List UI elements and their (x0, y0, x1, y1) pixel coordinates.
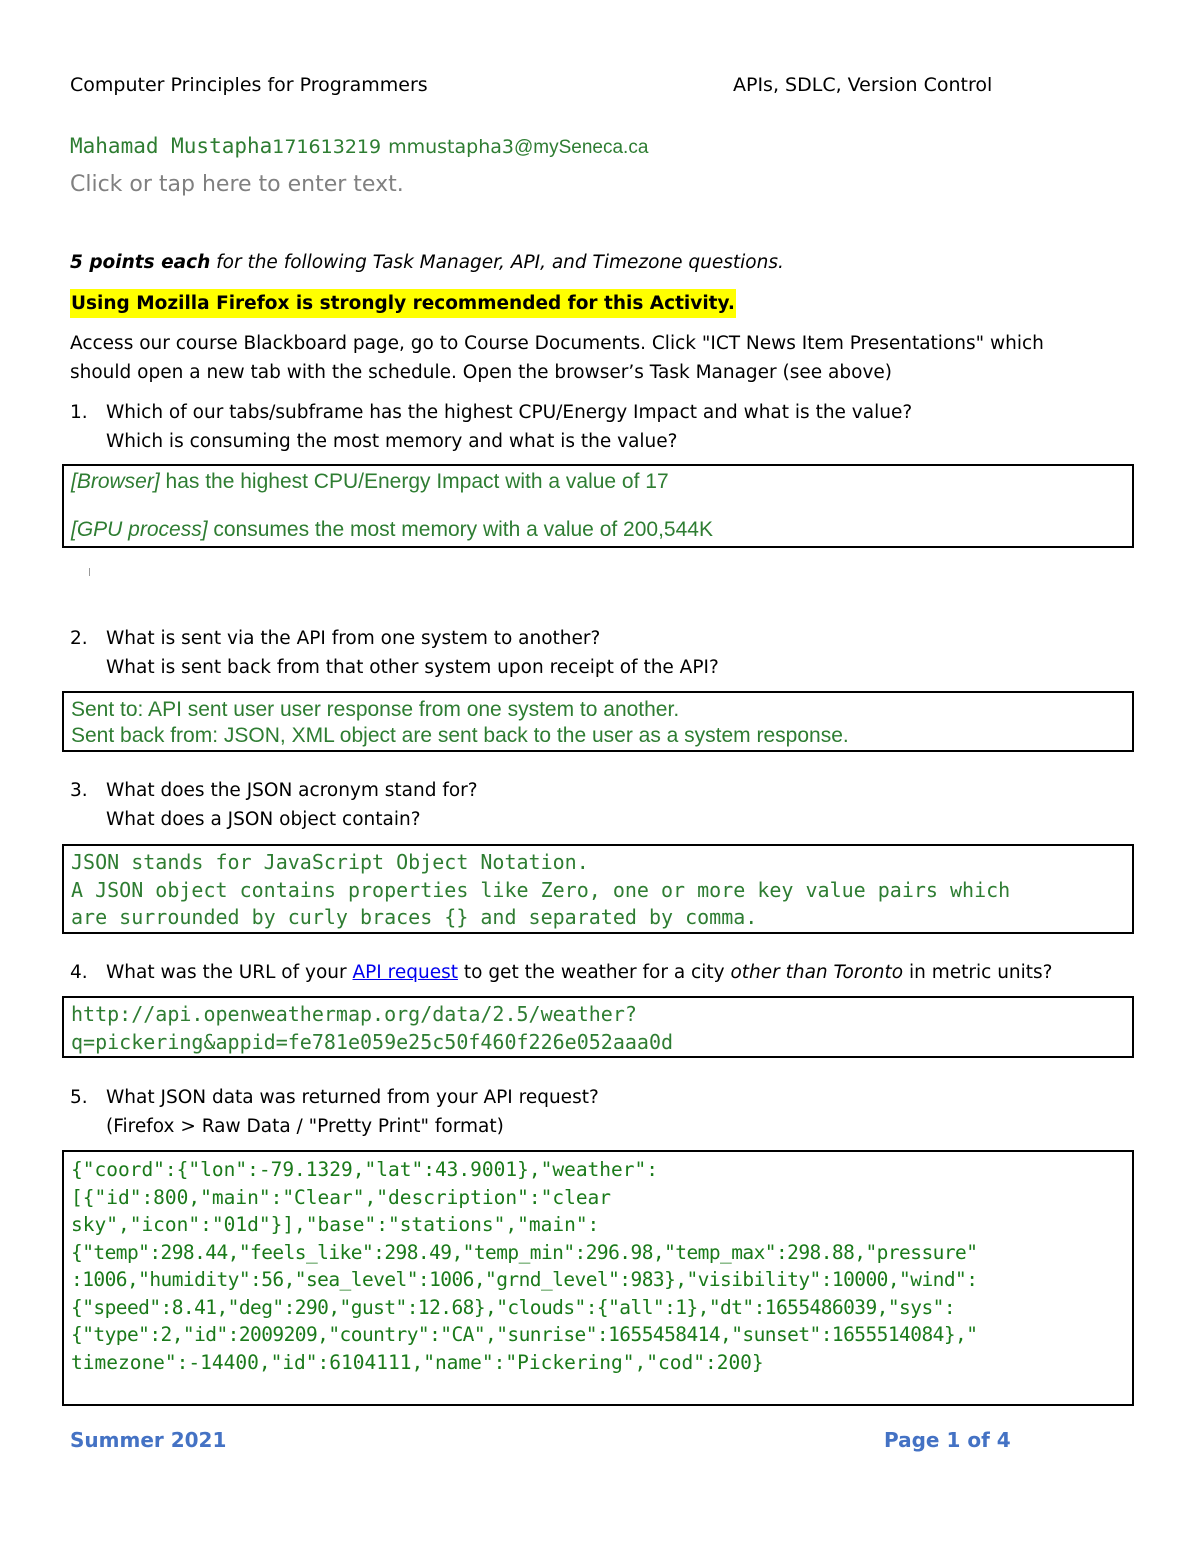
json-line: {"temp":298.44,"feels_like":298.49,"temp_min":296.98,"temp_max":298.88,"pressure" (71, 1240, 978, 1264)
question-text: in metric units? (903, 962, 1053, 983)
answer-box-3[interactable] (62, 844, 1134, 934)
access-instructions: Access our course Blackboard page, go to Course Documents. Click "ICT News Item Presentations" which should open a new tab with the schedule. Open the browser’s Task Manager (see above) (70, 333, 1044, 383)
question-ital: other than Toronto (730, 962, 904, 983)
question-line: What does a JSON object contain? (106, 809, 421, 830)
answer-line: are surrounded by curly braces {} and separated by comma. (71, 905, 758, 929)
json-line: {"type":2,"id":2009209,"country":"CA","sunrise":1655458414,"sunset":1655514084}," (71, 1323, 978, 1346)
answer-ital: [Browser] (71, 470, 160, 493)
question-1 (70, 398, 912, 456)
question-line: What does the JSON acronym stand for? (106, 780, 478, 801)
json-line: timezone":-14400,"id":6104111,"name":"Pickering","cod":200} (71, 1350, 764, 1374)
answer-box-1[interactable] (62, 464, 1134, 548)
answer-ital: [GPU process] (71, 518, 208, 541)
answer-line: Sent to: API sent user user response from one system to another. (71, 698, 680, 721)
cursor-mark (89, 568, 90, 576)
json-line: sky","icon":"01d"}],"base":"stations","main": (71, 1213, 600, 1236)
answer-line: Sent back from: JSON, XML object are sent back to the user as a system response. (71, 724, 849, 747)
question-line: What is sent back from that other system upon receipt of the API? (106, 657, 719, 678)
firefox-recommendation: Using Mozilla Firefox is strongly recommended for this Activity. (70, 289, 736, 318)
points-rest: for the following Task Manager, API, and Timezone questions. (210, 252, 784, 273)
answer-text: has the highest CPU/Energy Impact with a value of 17 (159, 470, 669, 493)
points-intro (70, 248, 784, 277)
question-line: What JSON data was returned from your API request? (106, 1087, 599, 1108)
answer-box-2[interactable] (62, 691, 1134, 752)
answer-box-4[interactable] (62, 996, 1134, 1058)
footer-term: Summer 2021 (70, 1428, 227, 1452)
question-text: What was the URL of your (106, 962, 353, 983)
answer-line: A JSON object contains properties like Zero, one or more key value pairs which (71, 877, 1011, 902)
question-4 (70, 958, 1053, 987)
answer-line: JSON stands for JavaScript Object Notation. (71, 850, 589, 874)
json-line: {"speed":8.41,"deg":290,"gust":12.68},"clouds":{"all":1},"dt":1655486039,"sys": (71, 1295, 956, 1319)
answer-line: http://api.openweathermap.org/data/2.5/weather? (71, 1002, 637, 1026)
header-course-title: Computer Principles for Programmers (70, 74, 428, 96)
question-number: 1. (70, 402, 88, 423)
json-line: :1006,"humidity":56,"sea_level":1006,"grnd_level":983},"visibility":10000,"wind": (71, 1268, 978, 1291)
question-line: What is sent via the API from one system to another? (106, 628, 601, 649)
json-line: [{"id":800,"main":"Clear","description":"clear (71, 1185, 612, 1209)
student-name: Mahamad Mustapha (70, 134, 273, 158)
student-user: mmustapha3 (388, 136, 514, 158)
question-number: 3. (70, 780, 88, 801)
api-request-link[interactable]: API request (352, 962, 458, 983)
question-number: 5. (70, 1087, 88, 1108)
answer-line: q=pickering&appid=fe781e059e25c50f460f226e052aaa0d (71, 1029, 674, 1054)
question-2 (70, 624, 719, 682)
question-3 (70, 776, 478, 834)
footer-page-number: Page 1 of 4 (884, 1428, 1011, 1452)
student-info-field[interactable] (70, 134, 648, 159)
placeholder-text-field[interactable]: Click or tap here to enter text. (70, 172, 404, 197)
question-line: Which of our tabs/subframe has the highest CPU/Energy Impact and what is the value? (106, 402, 913, 423)
question-text: to get the weather for a city (457, 962, 731, 983)
header-topic: APIs, SDLC, Version Control (733, 74, 993, 96)
student-id: 171613219 (272, 136, 382, 158)
answer-text: consumes the most memory with a value of 200,544K (207, 518, 713, 541)
answer-line (71, 518, 1125, 542)
student-domain: @mySeneca.ca (513, 137, 649, 158)
question-number: 4. (70, 962, 88, 983)
question-number: 2. (70, 628, 88, 649)
question-5 (70, 1083, 599, 1141)
json-line: {"coord":{"lon":-79.1329,"lat":43.9001},"weather": (71, 1158, 658, 1181)
question-line: Which is consuming the most memory and what is the value? (106, 431, 678, 452)
question-line: (Firefox > Raw Data / "Pretty Print" format) (106, 1116, 504, 1137)
points-bold: 5 points each (70, 252, 211, 273)
answer-line (71, 470, 1125, 494)
answer-box-5[interactable] (62, 1150, 1134, 1406)
